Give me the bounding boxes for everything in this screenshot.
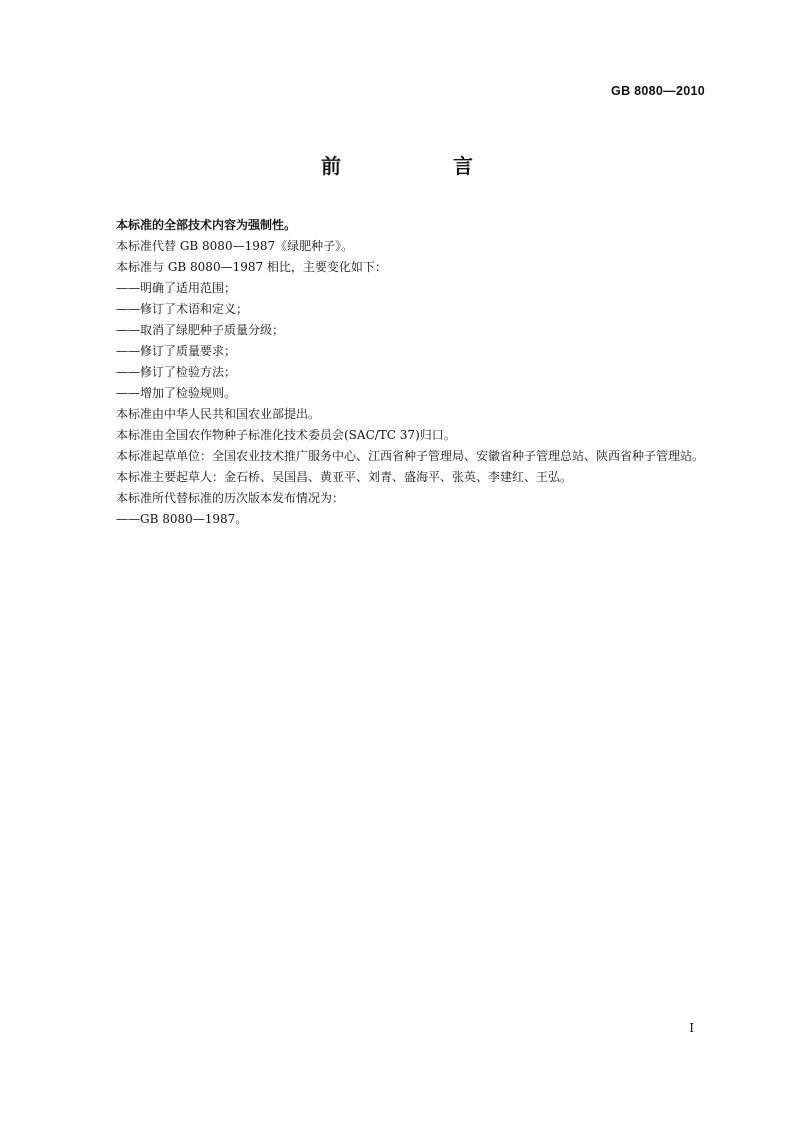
paragraph-changes-intro: 本标准与 GB 8080—1987 相比，主要变化如下： [116,260,387,274]
paragraph-history-intro: 本标准所代替标准的历次版本发布情况为： [116,491,345,505]
paragraph-drafting-units: 本标准起草单位：全国农业技术推广服务中心、江西省种子管理局、安徽省种子管理总站、陕西省种子管理站。 [116,449,705,463]
page-number: I [689,1021,694,1035]
change-item: ——修订了术语和定义； [116,302,249,316]
page-title: 前 言 [321,154,519,178]
paragraph-replaces: 本标准代替 GB 8080—1987《绿肥种子》。 [116,239,354,253]
change-item: ——增加了检验规则。 [116,386,237,400]
change-item: ——明确了适用范围； [116,281,237,295]
change-item: ——取消了绿肥种子质量分级； [116,323,285,337]
paragraph-mandatory-statement: 本标准的全部技术内容为强制性。 [116,218,297,232]
change-item: ——修订了检验方法； [116,365,237,379]
paragraph-proposed-by: 本标准由中华人民共和国农业部提出。 [116,407,321,421]
paragraph-managed-by: 本标准由全国农作物种子标准化技术委员会(SAC/TC 37)归口。 [116,428,456,442]
change-item: ——修订了质量要求； [116,344,237,358]
foreword-body [89,215,706,530]
paragraph-drafters: 本标准主要起草人：金石桥、吴国昌、黄亚平、刘青、盛海平、张英、李建红、王弘。 [116,470,573,484]
standard-code: GB 8080—2010 [611,84,705,98]
history-item: ——GB 8080—1987。 [116,512,248,526]
